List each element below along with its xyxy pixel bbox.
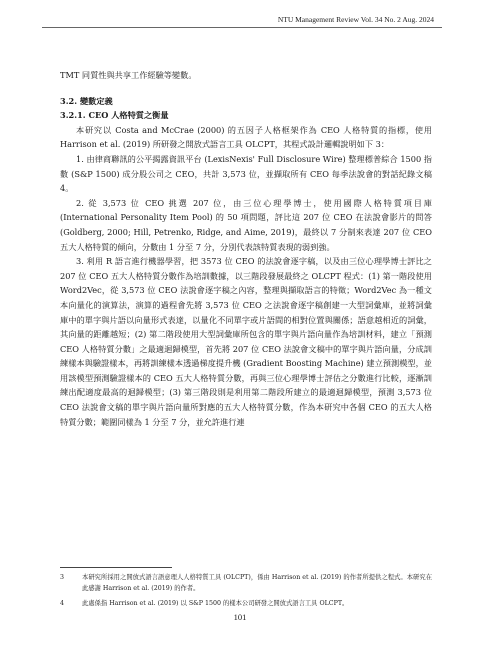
header-rule [42, 27, 442, 28]
footnote-text: 本研究所採用之開放式語言語意理人人格特質工具 (OLCPT)，係由 Harrison et al. (2019) 的作者所提供之程式。本研究在此感謝 Harrison et al. (2019) 的作者。 [82, 574, 432, 592]
page-number: 101 [233, 612, 247, 622]
section-title: 3.2. 變數定義 [60, 95, 113, 106]
footnotes [60, 573, 432, 613]
paragraph-2: 1. 由律商聯訊的公平揭露資訊平台 (LexisNexis' Full Disclosure Wire) 整理標普綜合 1500 指數 (S&P 1500) 成分股公司之 CEO，共計 3,573 位，並擷取所有 CEO 每季法說會的對話紀錄文稿 4。 [60, 153, 432, 194]
paragraph-1: 本研究以 Costa and McCrae (2000) 的五因子人格框架作為 CEO 人格特質的指標，使用 Harrison et al. (2019) 所研發之開放式語言工具 OLCPT，其程式設計邏輯說明如下 3： [60, 124, 432, 150]
footnote-number: 4 [60, 599, 65, 607]
intro-paragraph: TMT 同質性與共享工作經驗等變數。 [60, 70, 197, 80]
paragraph-3: 2. 從 3,573 位 CEO 挑選 207 位，由三位心理學博士，使用國際人格特質項目庫 (International Personality Item Pool) 的 50 項問題，評比這 207 位 CEO 在法說會影片的問答 (Goldberg, 2000; Hill, Petrenko, Ridge, and Aime, 2019)，最終以 7 分制來表達 207 位 CEO 五大人格特質的傾向，分數由 1 分至 7 分，分別代表該特質表現的弱到強。 [60, 197, 432, 252]
footnote-rule [60, 567, 172, 568]
footnote-4 [60, 599, 432, 610]
body-text [60, 68, 432, 429]
paragraph-4: 3. 利用 R 語言進行機器學習，把 3573 位 CEO 的法說會逐字稿，以及由三位心理學博士評比之 207 位 CEO 五大人格特質分數作為培訓數據，以三階段發展最終之 OLCPT 程式：(1) 第一階段使用 Word2Vec，從 3,573 位 CEO 法說會逐字稿之內容，整理與擷取語言的特徵；Word2Vec 為一種文本向量化的演算法，演算的過程會先將 3,573 位 CEO 之法說會逐字稿創建一大型詞彙庫，並將詞彙庫中的單字與片語以向量形式表達，以量化不同單字或片語間的相對位置與關係；語意越相近的詞彙，其向量的距離越短；(2) 第二階段使用大型詞彙庫所包含的單字與片語向量作為培訓材料，建立「預測 CEO 人格特質分數」之最適迴歸模型，首先將 207 位 CEO 法說會文稿中的單字與片語向量，分成訓練樣本與驗證樣本，再將訓練樣本透過梯度提升機 (Gradient Boosting Machine) 建立預測模型，並用該模型預測驗證樣本的 CEO 五大人格特質分數，再與三位心理學博士評估之分數進行比較，逐漸訓練出配適度最高的迴歸模型；(3) 第三階段則是利用第二階段所建立的最適迴歸模型，預測 3,573 位 CEO 法說會文稿的單字與片語向量所對應的五大人格特質分數，作為本研究中各個 CEO 的五大人格特質分數；範圍同樣為 1 分至 7 分，並允許進行連 [60, 256, 432, 427]
footnote-3 [60, 573, 432, 595]
subsection-title: 3.2.1. CEO 人格特質之衡量 [60, 110, 169, 121]
footnote-text: 此處係指 Harrison et al. (2019) 以 S&P 1500 的樣本公司研發之開放式語言工具 OLCPT。 [82, 599, 349, 607]
footnote-number: 3 [60, 574, 65, 581]
running-head: NTU Management Review Vol. 34 No. 2 Aug. 2024 [277, 15, 434, 24]
